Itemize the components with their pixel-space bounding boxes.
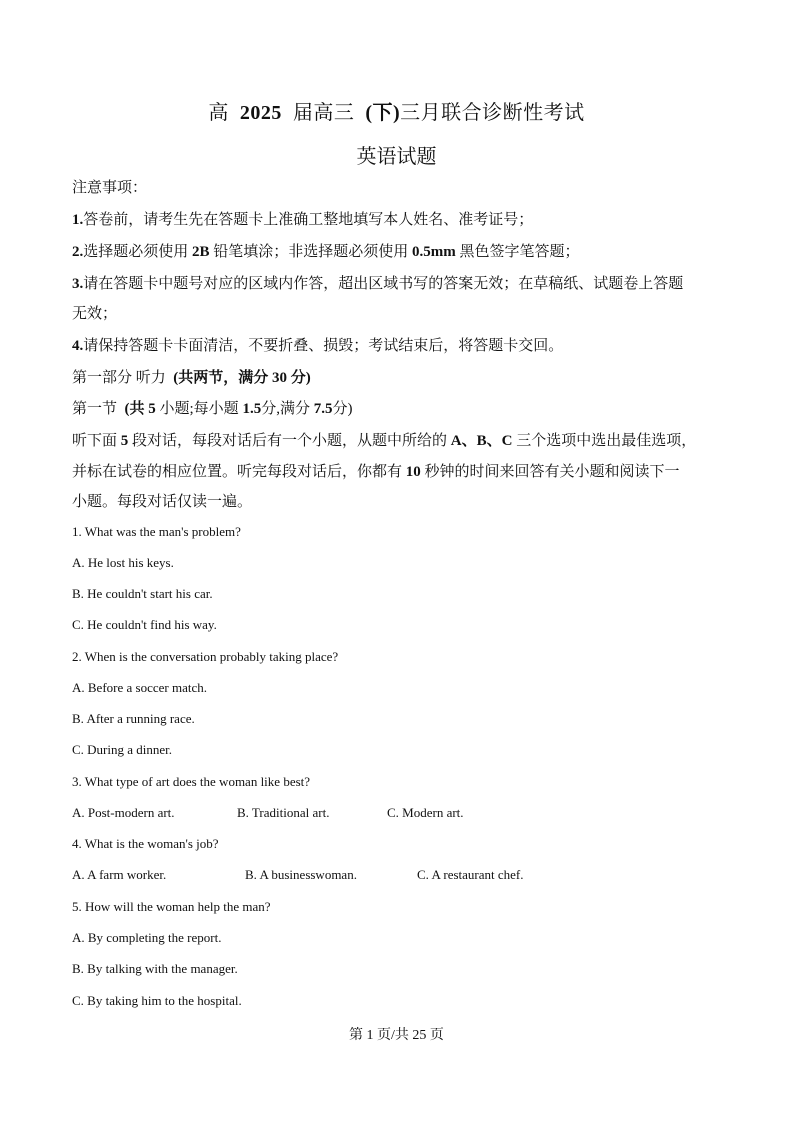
part-one-detail: (共两节，满分 — [173, 370, 269, 386]
notice-item-2 — [72, 240, 580, 261]
notice-item-3 — [72, 272, 683, 293]
subject-title: 英语试题 — [356, 146, 437, 168]
notice-item-text: 铅笔填涂；非选择题必须使用 — [213, 244, 409, 260]
notice-label: 注意事项： — [72, 180, 148, 196]
dialogue-count: 5 — [120, 433, 129, 449]
notice-item-number: 3. — [72, 276, 84, 292]
notice-item-text: 请保持答题卡卡面清洁，不要折叠、损毁；考试结束后，将答题卡交回。 — [83, 338, 564, 354]
instructions-text: 听下面 — [72, 433, 118, 449]
part-one-label: 第一部分 听力 — [72, 370, 166, 386]
section-one-detail: 分,满分 — [261, 401, 310, 417]
seconds-count: 10 — [405, 464, 421, 480]
notice-item-text: 黑色签字笔答题； — [459, 244, 580, 260]
question-3-option-c: C. Modern art. — [387, 805, 464, 820]
question-2: 2. When is the conversation probably taking place? — [72, 649, 339, 664]
option-letters: A、B、C — [450, 433, 513, 449]
notice-item-number: 1. — [72, 212, 84, 228]
question-3-option-b: B. Traditional art. — [237, 805, 330, 820]
instructions-text: 秒钟的时间来回答有关小题和阅读下一 — [424, 464, 680, 480]
points-total: 7.5 — [313, 401, 333, 417]
question-5-option-a: A. By completing the report. — [72, 930, 222, 945]
instructions-line-3: 小题。每段对话仅读一遍。 — [72, 494, 253, 510]
section-one-label: 第一节 — [72, 401, 118, 417]
question-2-option-b: B. After a running race. — [72, 711, 195, 726]
question-count: 5 — [148, 401, 156, 417]
notice-item-text: 请在答题卡中题号对应的区域内作答，超出区域书写的答案无效；在草稿纸、试题卷上答题 — [83, 276, 684, 292]
question-4-option-c: C. A restaurant chef. — [417, 867, 524, 882]
part-one-unit: 分) — [290, 370, 311, 386]
notice-item-text: 答卷前，请考生先在答题卡上准确工整地填写本人姓名、准考证号； — [83, 212, 534, 228]
title-paren: (下) — [365, 102, 401, 124]
section-one-heading — [72, 397, 352, 418]
title-pre: 高 — [208, 102, 229, 124]
question-1: 1. What was the man's problem? — [72, 524, 241, 539]
notice-item-number: 2. — [72, 244, 84, 260]
notice-item-text: 选择题必须使用 — [83, 244, 189, 260]
question-2-option-c: C. During a dinner. — [72, 742, 173, 757]
notice-item-4 — [72, 334, 563, 355]
title-mid: 届高三 — [292, 102, 355, 124]
question-5-option-c: C. By taking him to the hospital. — [72, 993, 242, 1008]
part-one-score: 30 — [272, 370, 288, 386]
points-each: 1.5 — [242, 401, 262, 417]
instructions-text: 三个选项中选出最佳选项， — [516, 433, 697, 449]
question-3: 3. What type of art does the woman like best? — [72, 774, 311, 789]
page-footer: 第 1 页/共 25 页 — [349, 1028, 444, 1043]
question-2-option-a: A. Before a soccer match. — [72, 680, 207, 695]
instructions-text: 段对话，每段对话后有一个小题，从题中所给的 — [132, 433, 448, 449]
notice-item-1 — [72, 208, 533, 229]
pencil-grade: 2B — [192, 244, 210, 260]
title-post: 三月联合诊断性考试 — [400, 102, 585, 124]
notice-item-number: 4. — [72, 338, 84, 354]
question-5-option-b: B. By talking with the manager. — [72, 961, 238, 976]
question-1-option-b: B. He couldn't start his car. — [72, 586, 213, 601]
exam-title — [0, 96, 793, 125]
section-one-detail: (共 — [124, 401, 145, 417]
part-one-heading — [72, 366, 311, 387]
question-5: 5. How will the woman help the man? — [72, 899, 271, 914]
question-1-option-a: A. He lost his keys. — [72, 555, 174, 570]
notice-item-3-continued: 无效； — [72, 306, 118, 322]
instructions-line-2 — [72, 460, 680, 481]
question-4-option-b: B. A businesswoman. — [245, 867, 357, 882]
question-1-option-c: C. He couldn't find his way. — [72, 617, 217, 632]
pen-width: 0.5mm — [412, 244, 456, 260]
question-4: 4. What is the woman's job? — [72, 836, 219, 851]
title-year: 2025 — [239, 102, 282, 124]
section-one-detail: 小题;每小题 — [159, 401, 239, 417]
question-4-option-a: A. A farm worker. — [72, 867, 167, 882]
instructions-text: 并标在试卷的相应位置。听完每段对话后，你都有 — [72, 464, 403, 480]
question-3-option-a: A. Post-modern art. — [72, 805, 175, 820]
instructions-line-1 — [72, 429, 696, 450]
section-one-detail: 分) — [332, 401, 353, 417]
